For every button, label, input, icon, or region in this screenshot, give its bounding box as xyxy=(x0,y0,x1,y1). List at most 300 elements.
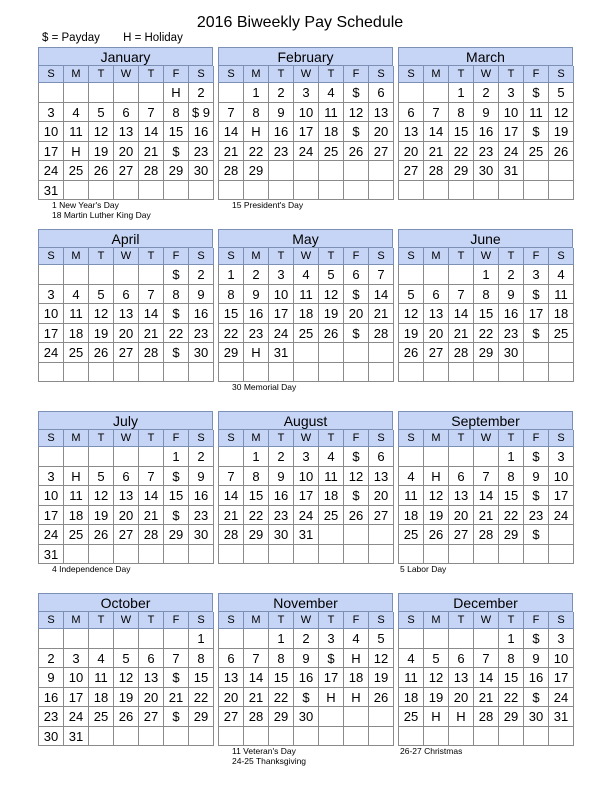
day-cell: 12 xyxy=(344,103,369,123)
day-cell: $ xyxy=(524,285,549,305)
day-cell xyxy=(139,545,164,565)
day-cell: 4 xyxy=(64,285,89,305)
day-cell: 10 xyxy=(294,103,319,123)
day-cell xyxy=(244,727,269,747)
day-cell xyxy=(549,181,574,201)
weekday-header-row xyxy=(398,430,573,447)
day-cell xyxy=(449,265,474,285)
month-july xyxy=(38,411,213,564)
day-cell: 3 xyxy=(549,629,574,649)
day-cell xyxy=(189,363,214,383)
day-cell: 13 xyxy=(219,668,244,688)
day-cell: $ xyxy=(344,324,369,344)
weekday-label: T xyxy=(89,248,114,265)
day-cell xyxy=(64,629,89,649)
day-cell: 1 xyxy=(219,265,244,285)
day-cell xyxy=(114,181,139,201)
day-cell: 26 xyxy=(319,324,344,344)
weekday-label: T xyxy=(449,430,474,447)
day-cell: 11 xyxy=(64,122,89,142)
week-row xyxy=(218,727,393,747)
month-name: March xyxy=(398,47,573,66)
day-cell xyxy=(344,161,369,181)
day-cell: 22 xyxy=(499,506,524,526)
week-row xyxy=(38,506,213,526)
weekday-header-row xyxy=(218,612,393,629)
day-cell: H xyxy=(424,707,449,727)
day-cell: 27 xyxy=(139,707,164,727)
day-cell: 2 xyxy=(189,447,214,467)
day-cell: 23 xyxy=(189,506,214,526)
day-cell: 5 xyxy=(319,265,344,285)
day-cell xyxy=(89,727,114,747)
day-cell: 16 xyxy=(269,486,294,506)
day-cell: 28 xyxy=(369,324,394,344)
day-cell: 6 xyxy=(219,649,244,669)
day-cell: 31 xyxy=(39,545,64,565)
day-cell: 17 xyxy=(549,668,574,688)
day-cell: 13 xyxy=(139,668,164,688)
day-cell: 18 xyxy=(294,304,319,324)
day-cell: 2 xyxy=(189,265,214,285)
weekday-label: T xyxy=(89,66,114,83)
week-row xyxy=(38,707,213,727)
weekday-label: W xyxy=(474,430,499,447)
week-row xyxy=(218,161,393,181)
day-cell: 10 xyxy=(269,285,294,305)
day-cell xyxy=(269,545,294,565)
month-name: September xyxy=(398,411,573,430)
day-cell xyxy=(244,545,269,565)
holiday-note: 24-25 Thanksgiving xyxy=(232,756,307,766)
day-cell: 6 xyxy=(424,285,449,305)
day-cell: 16 xyxy=(524,668,549,688)
day-cell: 3 xyxy=(319,629,344,649)
day-cell: 23 xyxy=(189,142,214,162)
day-cell: 5 xyxy=(424,649,449,669)
day-cell: 17 xyxy=(39,506,64,526)
month-november xyxy=(218,593,393,746)
day-cell: 28 xyxy=(219,161,244,181)
weekday-header-row xyxy=(398,612,573,629)
holiday-notes xyxy=(232,200,422,210)
day-cell: 11 xyxy=(89,668,114,688)
day-cell: 12 xyxy=(344,467,369,487)
day-cell: 20 xyxy=(114,324,139,344)
day-cell: 4 xyxy=(344,629,369,649)
day-cell: 11 xyxy=(549,285,574,305)
week-row xyxy=(398,363,573,383)
month-name: February xyxy=(218,47,393,66)
day-cell: $ xyxy=(164,343,189,363)
day-cell xyxy=(164,727,189,747)
day-cell: 3 xyxy=(39,103,64,123)
weekday-label: S xyxy=(549,248,574,265)
day-cell xyxy=(319,727,344,747)
weekday-label: S xyxy=(369,612,394,629)
day-cell: 29 xyxy=(474,343,499,363)
day-cell xyxy=(89,363,114,383)
day-cell: 11 xyxy=(399,486,424,506)
day-cell: 25 xyxy=(399,525,424,545)
day-cell: 13 xyxy=(369,467,394,487)
day-cell xyxy=(164,545,189,565)
day-cell: 3 xyxy=(39,467,64,487)
day-cell: 9 xyxy=(269,103,294,123)
day-cell: 12 xyxy=(89,304,114,324)
day-cell xyxy=(139,629,164,649)
day-cell: 25 xyxy=(549,324,574,344)
weekday-label: F xyxy=(344,612,369,629)
day-cell: 21 xyxy=(474,506,499,526)
day-cell: H xyxy=(244,343,269,363)
day-cell: 6 xyxy=(344,265,369,285)
day-cell xyxy=(369,161,394,181)
day-cell: 23 xyxy=(474,142,499,162)
day-cell: 27 xyxy=(114,161,139,181)
day-cell: 31 xyxy=(499,161,524,181)
weekday-label: S xyxy=(369,248,394,265)
day-cell: 8 xyxy=(499,467,524,487)
day-cell: 27 xyxy=(399,161,424,181)
day-cell: 29 xyxy=(449,161,474,181)
day-cell: 16 xyxy=(189,122,214,142)
day-cell: 22 xyxy=(189,688,214,708)
day-cell: 7 xyxy=(369,265,394,285)
day-cell: 26 xyxy=(89,343,114,363)
weekday-label: T xyxy=(449,612,474,629)
day-cell xyxy=(64,363,89,383)
day-cell: 26 xyxy=(344,506,369,526)
weekday-label: S xyxy=(399,612,424,629)
day-cell: 8 xyxy=(269,649,294,669)
day-cell: 20 xyxy=(139,688,164,708)
week-row xyxy=(218,707,393,727)
day-cell: 20 xyxy=(369,122,394,142)
day-cell: 10 xyxy=(39,304,64,324)
week-row xyxy=(398,668,573,688)
day-cell xyxy=(474,447,499,467)
weekday-label: T xyxy=(449,66,474,83)
weekday-label: T xyxy=(139,430,164,447)
day-cell: 7 xyxy=(139,285,164,305)
day-cell: 17 xyxy=(269,304,294,324)
month-name: June xyxy=(398,229,573,248)
day-cell xyxy=(344,707,369,727)
month-october xyxy=(38,593,213,746)
weekday-label: F xyxy=(524,248,549,265)
day-cell: 9 xyxy=(499,285,524,305)
day-cell: 18 xyxy=(64,324,89,344)
weekday-label: W xyxy=(474,66,499,83)
day-cell xyxy=(219,727,244,747)
weekday-label: M xyxy=(424,430,449,447)
day-cell: 5 xyxy=(369,629,394,649)
day-cell: 7 xyxy=(164,649,189,669)
day-cell xyxy=(89,181,114,201)
holiday-note: 15 President's Day xyxy=(232,200,304,210)
day-cell: 18 xyxy=(399,506,424,526)
day-cell xyxy=(219,363,244,383)
day-cell: 25 xyxy=(319,506,344,526)
day-cell: $ xyxy=(524,83,549,103)
day-cell: 16 xyxy=(189,486,214,506)
weekday-label: F xyxy=(524,66,549,83)
day-cell: 30 xyxy=(189,343,214,363)
week-row xyxy=(38,142,213,162)
day-cell xyxy=(344,545,369,565)
week-row xyxy=(38,447,213,467)
week-row xyxy=(398,83,573,103)
weekday-label: T xyxy=(449,248,474,265)
day-cell: 24 xyxy=(294,506,319,526)
day-cell: 25 xyxy=(64,525,89,545)
weekday-header-row xyxy=(38,430,213,447)
day-cell: 15 xyxy=(449,122,474,142)
month-name: August xyxy=(218,411,393,430)
day-cell xyxy=(499,545,524,565)
day-cell: 18 xyxy=(344,668,369,688)
weekday-label: T xyxy=(139,66,164,83)
weekday-label: S xyxy=(39,430,64,447)
day-cell xyxy=(524,343,549,363)
week-row xyxy=(398,707,573,727)
weekday-label: T xyxy=(499,612,524,629)
day-cell: 14 xyxy=(139,486,164,506)
month-june xyxy=(398,229,573,382)
day-cell xyxy=(244,363,269,383)
day-cell: 26 xyxy=(89,525,114,545)
weekday-label: M xyxy=(424,248,449,265)
day-cell xyxy=(319,545,344,565)
day-cell: 19 xyxy=(424,506,449,526)
day-cell: 2 xyxy=(244,265,269,285)
day-cell xyxy=(164,363,189,383)
day-cell: 16 xyxy=(474,122,499,142)
weekday-label: S xyxy=(369,430,394,447)
day-cell: 13 xyxy=(399,122,424,142)
day-cell: 14 xyxy=(219,486,244,506)
day-cell: 7 xyxy=(424,103,449,123)
day-cell xyxy=(64,545,89,565)
day-cell: 28 xyxy=(219,525,244,545)
week-row xyxy=(38,285,213,305)
day-cell xyxy=(524,363,549,383)
day-cell: 10 xyxy=(549,649,574,669)
week-row xyxy=(218,324,393,344)
day-cell: 19 xyxy=(89,324,114,344)
weekday-label: T xyxy=(139,612,164,629)
day-cell: $ xyxy=(319,649,344,669)
day-cell xyxy=(164,629,189,649)
weekday-label: T xyxy=(89,612,114,629)
day-cell xyxy=(474,629,499,649)
day-cell xyxy=(89,545,114,565)
day-cell: 25 xyxy=(319,142,344,162)
weekday-label: M xyxy=(424,612,449,629)
day-cell: 6 xyxy=(369,83,394,103)
day-cell: 20 xyxy=(219,688,244,708)
day-cell xyxy=(89,83,114,103)
day-cell: H xyxy=(64,467,89,487)
day-cell: $ xyxy=(164,668,189,688)
holiday-note: 5 Labor Day xyxy=(400,564,447,574)
weekday-label: T xyxy=(269,248,294,265)
day-cell: 26 xyxy=(549,142,574,162)
weekday-label: S xyxy=(549,612,574,629)
week-row xyxy=(218,304,393,324)
day-cell: 1 xyxy=(499,629,524,649)
day-cell: 7 xyxy=(139,467,164,487)
day-cell: 22 xyxy=(499,688,524,708)
week-row xyxy=(218,447,393,467)
day-cell: 21 xyxy=(474,688,499,708)
weekday-label: W xyxy=(114,612,139,629)
day-cell xyxy=(549,525,574,545)
day-cell xyxy=(399,181,424,201)
day-cell: 14 xyxy=(369,285,394,305)
day-cell: 18 xyxy=(399,688,424,708)
month-name: October xyxy=(38,593,213,612)
weekday-label: S xyxy=(219,248,244,265)
day-cell: 7 xyxy=(219,467,244,487)
day-cell: 16 xyxy=(244,304,269,324)
day-cell: 3 xyxy=(294,83,319,103)
day-cell xyxy=(369,343,394,363)
weekday-label: T xyxy=(269,612,294,629)
month-name: April xyxy=(38,229,213,248)
day-cell: 10 xyxy=(39,486,64,506)
legend-holiday: H = Holiday xyxy=(123,32,183,44)
weekday-header-row xyxy=(218,430,393,447)
day-cell: $ xyxy=(524,324,549,344)
day-cell: 16 xyxy=(39,688,64,708)
day-cell: $ xyxy=(524,525,549,545)
day-cell xyxy=(524,545,549,565)
day-cell xyxy=(399,727,424,747)
day-cell: 2 xyxy=(269,83,294,103)
day-cell: 17 xyxy=(319,668,344,688)
weekday-label: W xyxy=(294,612,319,629)
day-cell: 7 xyxy=(244,649,269,669)
weekday-label: S xyxy=(369,66,394,83)
day-cell: 28 xyxy=(474,525,499,545)
legend xyxy=(42,31,183,45)
day-cell: 28 xyxy=(449,343,474,363)
weekday-header-row xyxy=(38,66,213,83)
week-row xyxy=(398,304,573,324)
week-row xyxy=(38,486,213,506)
day-cell: 8 xyxy=(474,285,499,305)
day-cell: 25 xyxy=(64,161,89,181)
week-row xyxy=(218,142,393,162)
day-cell: 24 xyxy=(549,506,574,526)
day-cell xyxy=(114,363,139,383)
week-row xyxy=(38,161,213,181)
day-cell: 9 xyxy=(269,467,294,487)
day-cell: 9 xyxy=(244,285,269,305)
day-cell xyxy=(219,181,244,201)
day-cell: 23 xyxy=(244,324,269,344)
weekday-label: W xyxy=(294,66,319,83)
day-cell: 13 xyxy=(114,304,139,324)
weekday-label: M xyxy=(244,66,269,83)
holiday-notes xyxy=(400,746,590,756)
day-cell: H xyxy=(244,122,269,142)
week-row xyxy=(218,83,393,103)
day-cell: $ xyxy=(344,447,369,467)
day-cell: 13 xyxy=(449,668,474,688)
day-cell: $ xyxy=(164,707,189,727)
day-cell xyxy=(399,83,424,103)
day-cell: 6 xyxy=(114,103,139,123)
day-cell: 3 xyxy=(549,447,574,467)
day-cell: H xyxy=(164,83,189,103)
day-cell: 13 xyxy=(424,304,449,324)
week-row xyxy=(398,265,573,285)
day-cell: 2 xyxy=(189,83,214,103)
day-cell xyxy=(449,545,474,565)
week-row xyxy=(398,727,573,747)
weekday-label: M xyxy=(64,248,89,265)
day-cell xyxy=(269,363,294,383)
day-cell: 27 xyxy=(424,343,449,363)
day-cell: 21 xyxy=(244,688,269,708)
week-row xyxy=(398,629,573,649)
day-cell xyxy=(424,83,449,103)
week-row xyxy=(38,181,213,201)
day-cell: 1 xyxy=(499,447,524,467)
week-row xyxy=(38,545,213,565)
day-cell: 1 xyxy=(474,265,499,285)
day-cell: 22 xyxy=(474,324,499,344)
day-cell: 24 xyxy=(39,161,64,181)
day-cell: $ xyxy=(344,122,369,142)
weekday-label: S xyxy=(549,66,574,83)
day-cell: $ xyxy=(164,506,189,526)
holiday-notes xyxy=(52,564,242,574)
day-cell: 7 xyxy=(474,649,499,669)
day-cell: 14 xyxy=(244,668,269,688)
day-cell xyxy=(319,161,344,181)
day-cell: 27 xyxy=(369,142,394,162)
weekday-label: T xyxy=(499,66,524,83)
weekday-label: M xyxy=(64,66,89,83)
month-august xyxy=(218,411,393,564)
day-cell xyxy=(114,83,139,103)
week-row xyxy=(38,343,213,363)
legend-payday: $ = Payday xyxy=(42,32,100,44)
day-cell: $ xyxy=(524,447,549,467)
day-cell xyxy=(64,83,89,103)
day-cell: 14 xyxy=(449,304,474,324)
day-cell: 17 xyxy=(499,122,524,142)
day-cell xyxy=(89,447,114,467)
weekday-label: W xyxy=(114,66,139,83)
day-cell xyxy=(269,727,294,747)
day-cell: 1 xyxy=(164,447,189,467)
week-row xyxy=(38,649,213,669)
day-cell: 4 xyxy=(549,265,574,285)
week-row xyxy=(38,467,213,487)
weekday-label: T xyxy=(89,430,114,447)
weekday-label: F xyxy=(164,612,189,629)
day-cell: 21 xyxy=(139,142,164,162)
day-cell: 7 xyxy=(449,285,474,305)
day-cell: 11 xyxy=(524,103,549,123)
day-cell xyxy=(399,363,424,383)
day-cell: 10 xyxy=(64,668,89,688)
